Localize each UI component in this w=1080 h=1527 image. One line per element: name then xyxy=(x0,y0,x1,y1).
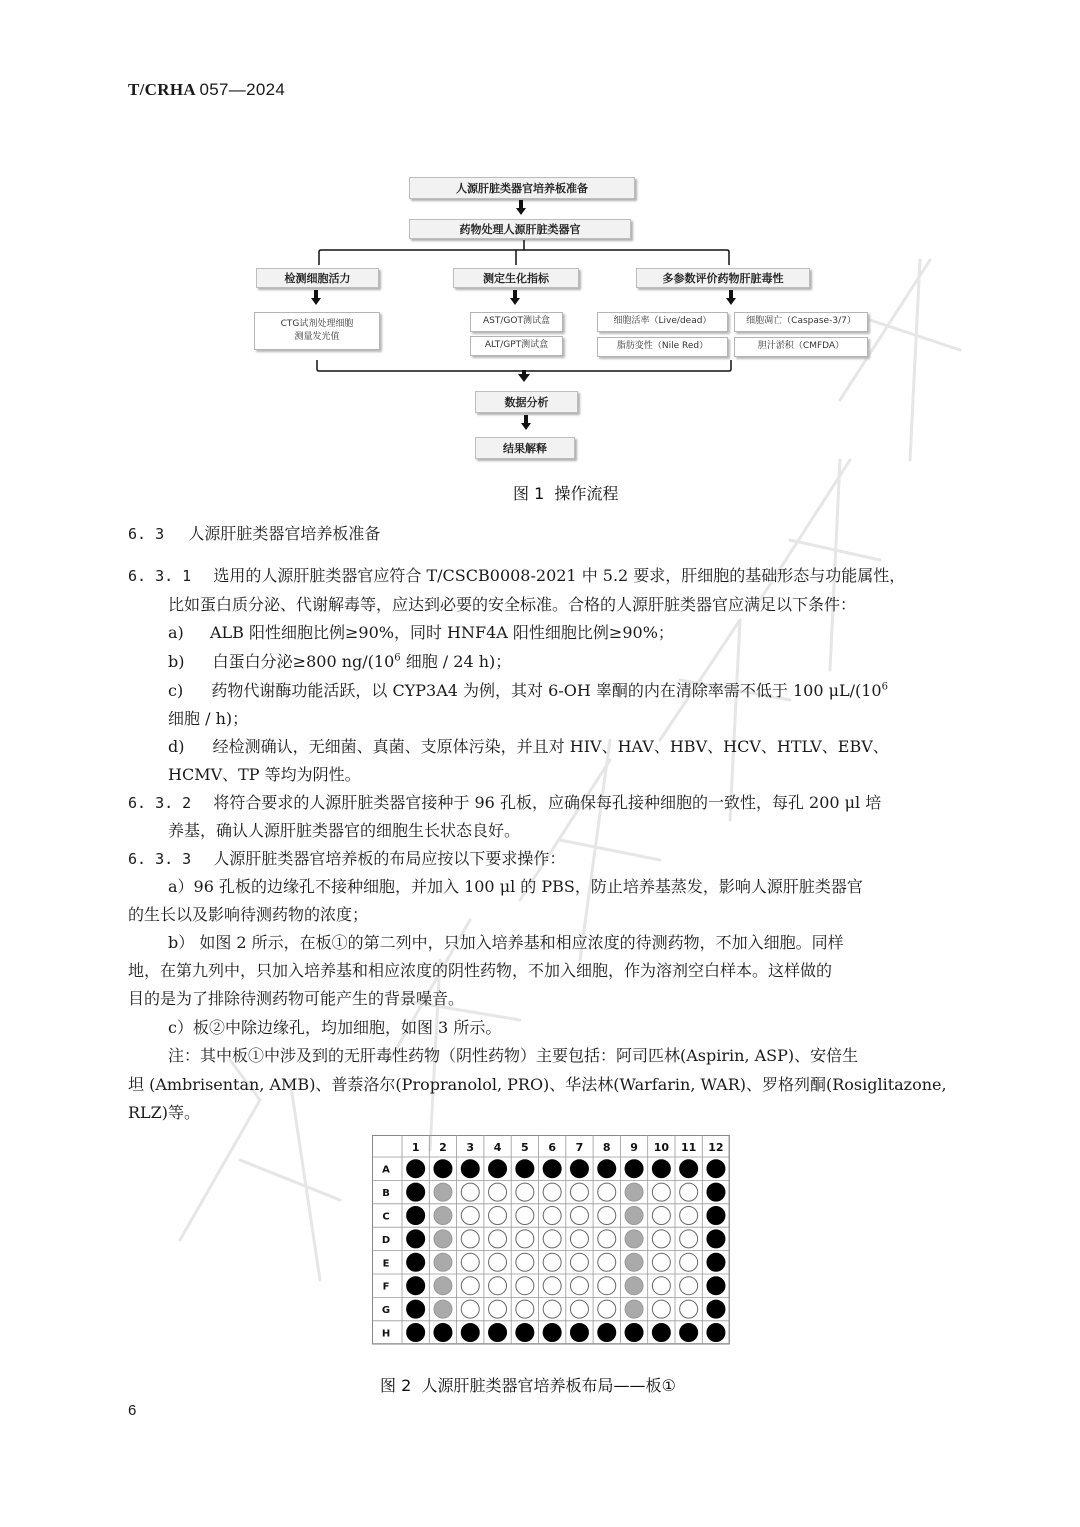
well-edge-pbs xyxy=(407,1253,425,1271)
well-cells xyxy=(516,1183,534,1201)
well-cells xyxy=(570,1207,588,1225)
clause-6-3-2-line-2: 养基，确认人源肝脏类器官的细胞生长状态良好。 xyxy=(168,821,521,840)
well-cells xyxy=(543,1207,561,1225)
clause-6-3-2 xyxy=(128,793,881,812)
well-edge-pbs xyxy=(707,1253,725,1271)
well-edge-pbs xyxy=(407,1300,425,1318)
well-medium-drug-only xyxy=(434,1207,452,1225)
well-edge-pbs xyxy=(434,1160,452,1178)
arrow-down-icon xyxy=(521,415,531,431)
well-cells xyxy=(680,1207,698,1225)
standard-code: T/CRHA xyxy=(128,80,195,99)
para-a-line-2: 的生长以及影响待测药物的浓度； xyxy=(128,905,369,924)
item-c xyxy=(168,681,888,700)
clause-6-3-3 xyxy=(128,849,565,868)
row-label: D xyxy=(381,1234,391,1246)
viability-line-2: 测量发光值 xyxy=(294,332,340,342)
well-edge-pbs xyxy=(570,1160,588,1178)
clause-number: 6. 3. 3 xyxy=(128,850,192,868)
note-line-2: 坦 (Ambrisentan, AMB)、普萘洛尔(Propranolol, PRO)、华法林(Warfarin, WAR)、罗格列酮(Rosiglitazone, xyxy=(128,1075,947,1094)
figure-2-caption: 图 2 人源肝脏类器官培养板布局——板① xyxy=(380,1376,676,1395)
well-cells xyxy=(598,1300,616,1318)
well-edge-pbs xyxy=(707,1160,725,1178)
flow-step-drug-treatment: 药物处理人源肝脏类器官 xyxy=(409,219,631,239)
well-cells xyxy=(489,1183,507,1201)
well-cells xyxy=(570,1183,588,1201)
well-cells xyxy=(680,1230,698,1248)
well-edge-pbs xyxy=(407,1160,425,1178)
section-heading xyxy=(128,524,380,543)
flow-branch-brace-top xyxy=(318,240,730,266)
flow-cmfda: 胆汁淤积（CMFDA） xyxy=(734,337,868,357)
well-cells xyxy=(461,1300,479,1318)
para-b-line-1: b） 如图 2 所示，在板①的第二列中，只加入培养基和相应浓度的待测药物，不加入细胞。同样 xyxy=(168,933,844,952)
well-cells xyxy=(489,1207,507,1225)
superscript: 6 xyxy=(394,652,401,664)
well-cells xyxy=(543,1230,561,1248)
well-cells xyxy=(543,1300,561,1318)
well-cells xyxy=(652,1253,670,1271)
well-cells xyxy=(516,1277,534,1295)
well-edge-pbs xyxy=(707,1183,725,1201)
well-edge-pbs xyxy=(489,1324,507,1342)
arrow-down-icon xyxy=(510,290,520,306)
flow-step-plate-prep: 人源肝脏类器官培养板准备 xyxy=(409,177,635,199)
well-cells xyxy=(652,1277,670,1295)
flow-step-analysis: 数据分析 xyxy=(475,391,578,413)
row-label: A xyxy=(382,1164,390,1176)
well-cells xyxy=(680,1277,698,1295)
para-b-line-2: 地，在第九列中，只加入培养基和相应浓度的阴性药物，不加入细胞，作为溶剂空白样本。这样做的 xyxy=(128,961,833,980)
flow-alt-kit: ALT/GPT测试盒 xyxy=(470,336,563,356)
well-edge-pbs xyxy=(407,1207,425,1225)
well-cells xyxy=(570,1230,588,1248)
flow-step-result: 结果解释 xyxy=(475,437,575,459)
clause-number: 6. 3. 2 xyxy=(128,794,192,812)
row-label: F xyxy=(382,1281,390,1293)
flow-nile-red: 脂肪变性（Nile Red） xyxy=(597,337,728,357)
column-label: 1 xyxy=(411,1141,420,1154)
row-label: C xyxy=(382,1211,390,1223)
well-edge-pbs xyxy=(516,1160,534,1178)
well-cells xyxy=(680,1183,698,1201)
well-cells xyxy=(461,1183,479,1201)
item-b xyxy=(168,652,511,671)
flow-branch-viability: 检测细胞活力 xyxy=(256,268,379,288)
well-cells xyxy=(598,1253,616,1271)
well-medium-drug-only xyxy=(625,1230,643,1248)
well-edge-pbs xyxy=(489,1160,507,1178)
well-cells xyxy=(652,1207,670,1225)
well-cells xyxy=(570,1253,588,1271)
note-line-1: 注：其中板①中涉及到的无肝毒性药物（阴性药物）主要包括：阿司匹林(Aspirin, ASP)、安倍生 xyxy=(168,1046,859,1065)
well-edge-pbs xyxy=(598,1160,616,1178)
well-medium-drug-only xyxy=(625,1183,643,1201)
well-edge-pbs xyxy=(516,1324,534,1342)
well-medium-drug-only xyxy=(625,1300,643,1318)
item-text: ALB 阳性细胞比例≥90%，同时 HNF4A 阳性细胞比例≥90%； xyxy=(209,623,674,642)
well-cells xyxy=(652,1183,670,1201)
row-label: G xyxy=(381,1305,391,1317)
item-text-end: 细胞 / 24 h)； xyxy=(400,652,512,671)
flow-branch-biochem: 测定生化指标 xyxy=(453,268,579,288)
well-cells xyxy=(570,1277,588,1295)
flow-ast-kit: AST/GOT测试盒 xyxy=(470,312,563,332)
well-edge-pbs xyxy=(598,1324,616,1342)
well-cells xyxy=(516,1207,534,1225)
column-label: 11 xyxy=(680,1141,697,1154)
clause-text: 人源肝脏类器官培养板的布局应按以下要求操作： xyxy=(213,849,566,868)
item-label: b) xyxy=(168,652,185,671)
well-edge-pbs xyxy=(680,1324,698,1342)
item-label: c) xyxy=(168,681,184,700)
page-number: 6 xyxy=(128,1402,137,1419)
item-label: d) xyxy=(168,737,185,756)
standard-number: 057—2024 xyxy=(199,80,286,99)
well-edge-pbs xyxy=(407,1277,425,1295)
flow-live-dead: 细胞活率（Live/dead） xyxy=(597,312,728,332)
clause-number: 6. 3. 1 xyxy=(128,567,192,585)
flow-caspase: 细胞凋亡（Caspase-3/7） xyxy=(734,312,868,332)
column-label: 7 xyxy=(575,1141,584,1154)
para-a-line-1: a）96 孔板的边缘孔不接种细胞，并加入 100 μl 的 PBS，防止培养基蒸发，影响人源肝脏类器官 xyxy=(168,877,863,896)
well-edge-pbs xyxy=(625,1324,643,1342)
section-number: 6. 3 xyxy=(128,525,165,543)
well-cells xyxy=(516,1253,534,1271)
well-cells xyxy=(461,1277,479,1295)
well-edge-pbs xyxy=(707,1207,725,1225)
well-cells xyxy=(570,1300,588,1318)
well-cells xyxy=(598,1207,616,1225)
well-edge-pbs xyxy=(707,1230,725,1248)
figure-1-caption: 图 1 操作流程 xyxy=(513,484,619,503)
well-cells xyxy=(680,1253,698,1271)
superscript: 6 xyxy=(881,681,888,693)
well-cells xyxy=(652,1230,670,1248)
item-label: a) xyxy=(168,623,184,642)
clause-text: 将符合要求的人源肝脏类器官接种于 96 孔板，应确保每孔接种细胞的一致性，每孔 200 μl 培 xyxy=(213,793,882,812)
column-label: 3 xyxy=(466,1141,475,1154)
well-medium-drug-only xyxy=(434,1230,452,1248)
row-label: E xyxy=(382,1258,390,1270)
well-edge-pbs xyxy=(461,1324,479,1342)
arrow-down-icon xyxy=(516,200,526,216)
document-header xyxy=(128,80,285,100)
row-label: H xyxy=(381,1328,391,1340)
column-label: 8 xyxy=(602,1141,611,1154)
well-medium-drug-only xyxy=(625,1207,643,1225)
column-label: 6 xyxy=(548,1141,556,1154)
well-edge-pbs xyxy=(707,1277,725,1295)
well-medium-drug-only xyxy=(434,1253,452,1271)
item-text: 经检测确认，无细菌、真菌、支原体污染，并且对 HIV、HAV、HBV、HCV、HTLV、EBV、 xyxy=(212,737,889,756)
clause-6-3-1 xyxy=(128,566,905,585)
column-label: 10 xyxy=(653,1141,670,1154)
well-edge-pbs xyxy=(434,1324,452,1342)
para-c: c）板②中除边缘孔，均加细胞，如图 3 所示。 xyxy=(168,1018,502,1037)
column-label: 5 xyxy=(521,1141,529,1154)
well-edge-pbs xyxy=(570,1324,588,1342)
well-cells xyxy=(489,1277,507,1295)
flow-viability-detail xyxy=(254,312,380,350)
well-cells xyxy=(461,1230,479,1248)
clause-6-3-1-line-2: 比如蛋白质分泌、代谢解毒等，应达到必要的安全标准。合格的人源肝脏类器官应满足以下条件： xyxy=(168,595,857,614)
well-cells xyxy=(598,1183,616,1201)
well-cells xyxy=(489,1300,507,1318)
well-medium-drug-only xyxy=(434,1300,452,1318)
well-medium-drug-only xyxy=(625,1253,643,1271)
well-medium-drug-only xyxy=(434,1277,452,1295)
column-label: 2 xyxy=(439,1141,447,1154)
section-title: 人源肝脏类器官培养板准备 xyxy=(188,524,381,543)
well-edge-pbs xyxy=(625,1160,643,1178)
arrow-down-icon xyxy=(311,290,321,306)
well-cells xyxy=(516,1300,534,1318)
plate-layout-96-well xyxy=(372,1135,730,1345)
column-label: 12 xyxy=(708,1141,724,1154)
para-b-line-3: 目的是为了排除待测药物可能产生的背景噪音。 xyxy=(128,989,465,1008)
well-edge-pbs xyxy=(652,1160,670,1178)
item-text: 药物代谢酶功能活跃，以 CYP3A4 为例，其对 6-OH 睾酮的内在清除率需不低于 100 μL/(10 xyxy=(211,681,882,700)
well-cells xyxy=(461,1207,479,1225)
clause-text: 选用的人源肝脏类器官应符合 T/CSCB0008-2021 中 5.2 要求，肝细胞的基础形态与功能属性， xyxy=(213,566,906,585)
column-label: 4 xyxy=(493,1141,502,1154)
well-cells xyxy=(543,1253,561,1271)
well-edge-pbs xyxy=(707,1324,725,1342)
flow-branch-brace-bottom xyxy=(316,360,732,384)
item-text: 白蛋白分泌≥800 ng/(10 xyxy=(212,652,395,671)
item-d-line-2: HCMV、TP 等均为阴性。 xyxy=(168,765,361,784)
item-d xyxy=(168,737,889,756)
well-cells xyxy=(598,1230,616,1248)
arrow-down-icon xyxy=(726,290,736,306)
note-line-3: RLZ)等。 xyxy=(128,1103,201,1122)
row-label: B xyxy=(382,1188,390,1200)
well-cells xyxy=(680,1300,698,1318)
well-cells xyxy=(489,1253,507,1271)
well-cells xyxy=(652,1300,670,1318)
well-cells xyxy=(543,1183,561,1201)
well-edge-pbs xyxy=(652,1324,670,1342)
well-cells xyxy=(489,1230,507,1248)
well-edge-pbs xyxy=(407,1324,425,1342)
well-edge-pbs xyxy=(543,1324,561,1342)
item-c-line-2: 细胞 / h)； xyxy=(168,709,249,728)
well-cells xyxy=(461,1253,479,1271)
well-edge-pbs xyxy=(707,1300,725,1318)
well-cells xyxy=(543,1277,561,1295)
viability-line-1: CTG试剂处理细胞 xyxy=(280,318,354,329)
well-edge-pbs xyxy=(461,1160,479,1178)
well-edge-pbs xyxy=(407,1183,425,1201)
column-label: 9 xyxy=(630,1141,638,1154)
item-a xyxy=(168,623,674,642)
well-edge-pbs xyxy=(680,1160,698,1178)
flow-branch-multiparam: 多参数评价药物肝脏毒性 xyxy=(636,268,810,288)
well-medium-drug-only xyxy=(434,1183,452,1201)
well-edge-pbs xyxy=(543,1160,561,1178)
well-cells xyxy=(516,1230,534,1248)
well-edge-pbs xyxy=(407,1230,425,1248)
well-cells xyxy=(598,1277,616,1295)
well-medium-drug-only xyxy=(625,1277,643,1295)
